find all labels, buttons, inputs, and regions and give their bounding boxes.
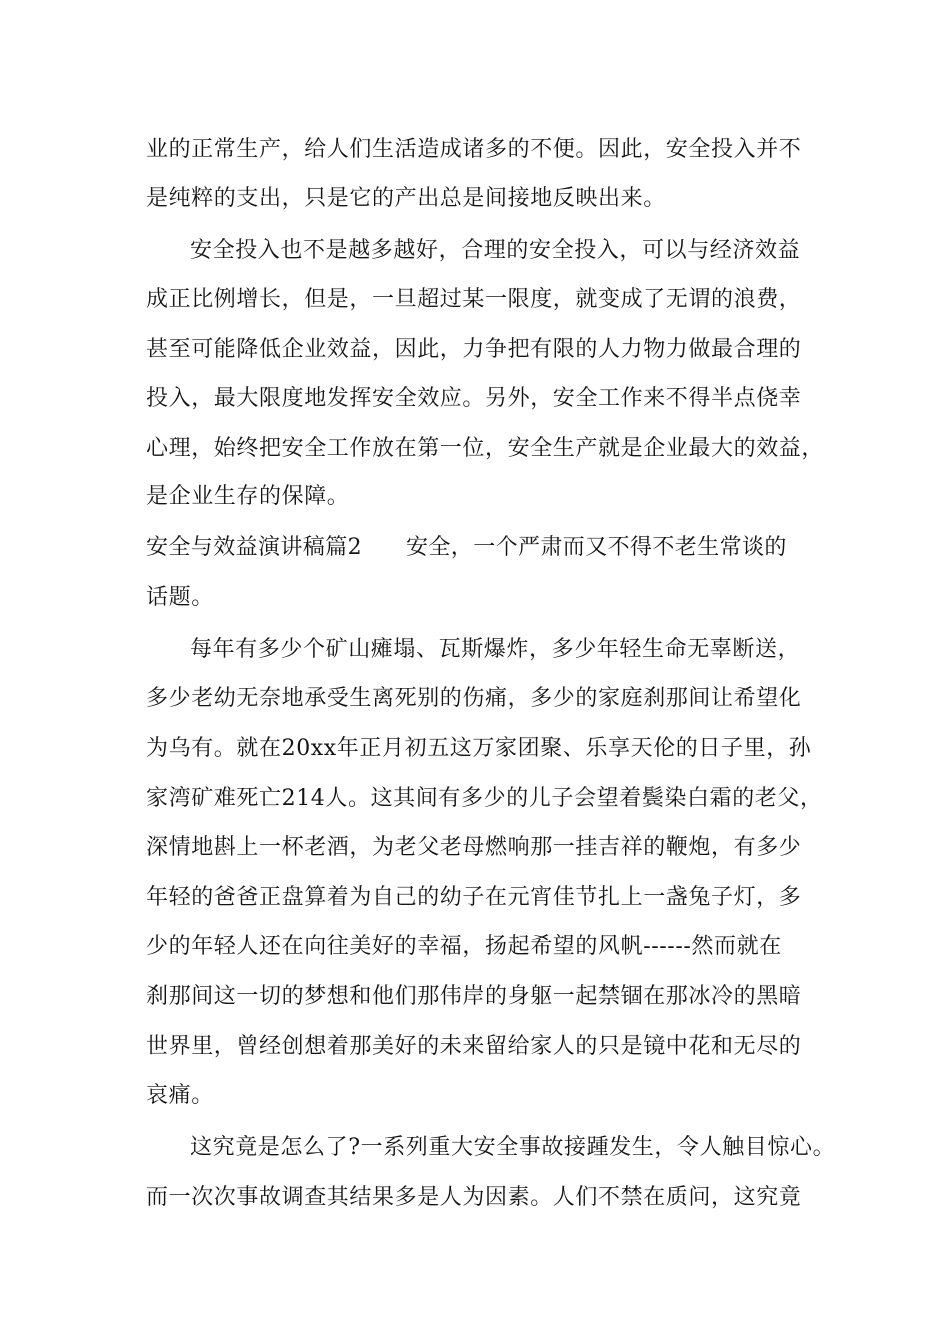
text-line-18: 刹那间这一切的梦想和他们那伟岸的身躯一起禁锢在那冰冷的黑暗 xyxy=(146,984,802,1009)
text-line-17: 少的年轻人还在向往美好的幸福，扬起希望的风帆------然而就在 xyxy=(146,934,782,959)
paragraph-start-line: 每年有多少个矿山瘫塌、瓦斯爆炸，多少年轻生命无辜断送， xyxy=(190,637,801,662)
text-line-6: 投入，最大限度地发挥安全效应。另外，安全工作来不得半点侥幸 xyxy=(146,386,802,411)
text-line-10: 话题。 xyxy=(146,585,214,610)
text-line-8: 是企业生存的保障。 xyxy=(146,484,350,509)
paragraph-start-line: 安全投入也不是越多越好，合理的安全投入，可以与经济效益 xyxy=(190,238,801,263)
text-line-19: 世界里，曾经创想着那美好的未来留给家人的只是镜中花和无尽的 xyxy=(146,1034,802,1059)
text-line-22: 而一次次事故调查其结果多是人为因素。人们不禁在质问，这究竟 xyxy=(146,1185,802,1210)
text-line-5: 甚至可能降低企业效益，因此，力争把有限的人力物力做最合理的 xyxy=(146,337,802,362)
section-heading-line xyxy=(146,532,836,564)
text-line-20: 哀痛。 xyxy=(146,1083,214,1108)
text-line-1: 业的正常生产，给人们生活造成诸多的不便。因此，安全投入并不 xyxy=(146,137,802,162)
section-opening-text: 安全，一个严肃而又不得不老生常谈的 xyxy=(406,535,787,560)
text-line-2: 是纯粹的支出，只是它的产出总是间接地反映出来。 xyxy=(146,186,666,211)
section-title: 安全与效益演讲稿篇2 xyxy=(146,535,362,560)
text-line-12: 多少老幼无奈地承受生离死别的伤痛，多少的家庭刹那间让希望化 xyxy=(146,686,802,711)
text-line-4: 成正比例增长，但是，一旦超过某一限度，就变成了无谓的浪费， xyxy=(146,287,802,312)
text-line-14: 家湾矿难死亡214人。这其间有多少的儿子会望着鬓染白霜的老父， xyxy=(146,786,823,811)
text-line-16: 年轻的爸爸正盘算着为自己的幼子在元宵佳节扎上一盏兔子灯，多 xyxy=(146,885,802,910)
paragraph-start-line: 这究竟是怎么了?一系列重大安全事故接踵发生，令人触目惊心。 xyxy=(190,1135,836,1160)
text-line-7: 心理，始终把安全工作放在第一位，安全生产就是企业最大的效益， xyxy=(146,436,825,461)
text-line-15: 深情地斟上一杯老酒，为老父老母燃响那一挂吉祥的鞭炮，有多少 xyxy=(146,835,802,860)
text-line-13: 为乌有。就在20xx年正月初五这万家团聚、乐享天伦的日子里，孙 xyxy=(146,736,812,761)
